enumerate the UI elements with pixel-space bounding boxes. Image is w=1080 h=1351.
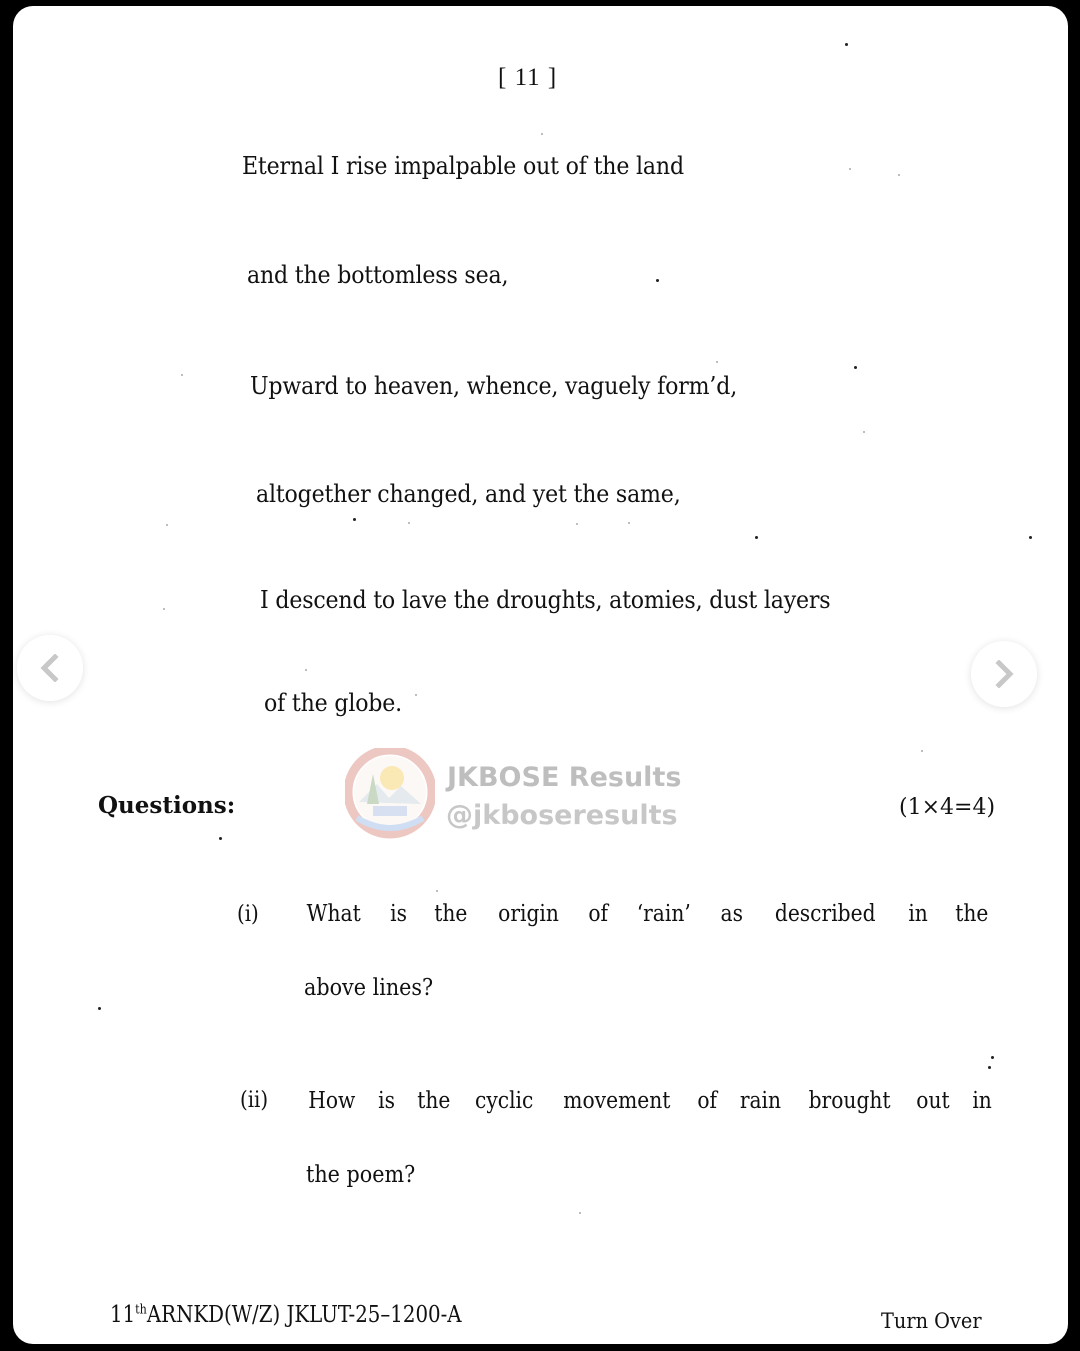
scan-speck [436,890,438,892]
poem-line-4: altogether changed, and yet the same, [256,480,681,508]
watermark [345,748,685,848]
paper-code-prefix: 11 [110,1302,136,1328]
exam-page [13,6,1068,1344]
question-text-line [303,901,991,927]
scan-speck [415,694,417,696]
scan-speck [305,669,307,671]
scan-speck [181,374,183,376]
word: the [955,901,989,927]
watermark-handle: @jkboseresults [446,800,678,831]
word: rain [740,1088,782,1114]
paper-code-sup: th [135,1302,147,1318]
scan-speck [166,524,168,526]
paper-code [110,1302,462,1328]
word: in [972,1088,992,1114]
question-text-line [305,1088,993,1114]
marks-label: (1×4=4) [899,795,996,820]
next-slide-button[interactable] [971,641,1037,707]
scan-speck [163,608,165,610]
scan-speck [656,279,659,282]
poem-line-6: of the globe. [264,689,402,717]
scan-speck [991,1056,994,1059]
scan-speck [579,1212,581,1214]
scan-speck [988,1066,991,1069]
scan-speck [845,43,848,46]
questions-heading: Questions: [98,792,236,819]
scan-speck [541,133,543,135]
question-number: (ii) [240,1088,269,1113]
scan-speck [716,361,718,363]
poem-line-5: I descend to lave the droughts, atomies, dust layers [260,586,831,614]
scan-speck [219,837,222,840]
scan-speck [921,750,923,752]
word: How [308,1088,356,1114]
word: in [908,901,928,927]
scan-speck [755,536,758,539]
word: is [378,1088,396,1114]
paper-code-rest: ARNKD(W/Z) JKLUT-25–1200-A [146,1302,462,1328]
jkbose-logo-icon [345,748,435,840]
scan-speck [628,522,630,524]
word: origin [497,901,559,927]
word: What [306,901,361,927]
scan-speck [408,522,410,524]
poem-line-3: Upward to heaven, whence, vaguely form’d, [250,372,738,400]
scan-speck [353,518,356,521]
question-text-continuation: above lines? [304,975,434,1001]
word: cyclic [475,1088,534,1114]
word: is [389,901,407,927]
word: of [697,1088,718,1114]
post-image-card [13,6,1068,1344]
word: ‘rain’ [636,901,692,927]
word: of [588,901,608,927]
scan-speck [849,168,851,170]
scan-speck [576,523,578,525]
question-text-continuation: the poem? [306,1162,416,1188]
turn-over-label: Turn Over [881,1309,982,1333]
scan-speck [863,431,865,433]
scan-speck [898,174,900,176]
word: the [417,1088,451,1114]
question-number: (i) [237,902,259,927]
watermark-title: JKBOSE Results [447,762,682,793]
word: described [775,901,876,927]
poem-line-2: and the bottomless sea, [247,261,509,289]
word: as [720,901,743,927]
scan-speck [1029,536,1032,539]
word: out [916,1088,950,1114]
word: the [434,901,468,927]
chevron-right-icon [992,660,1016,688]
scan-speck [98,1007,101,1010]
scan-speck [854,366,857,369]
chevron-left-icon [38,654,62,682]
poem-line-1: Eternal I rise impalpable out of the land [242,152,684,180]
previous-slide-button[interactable] [17,635,83,701]
page-number: [ 11 ] [498,64,558,91]
word: movement [563,1088,671,1114]
word: brought [808,1088,891,1114]
